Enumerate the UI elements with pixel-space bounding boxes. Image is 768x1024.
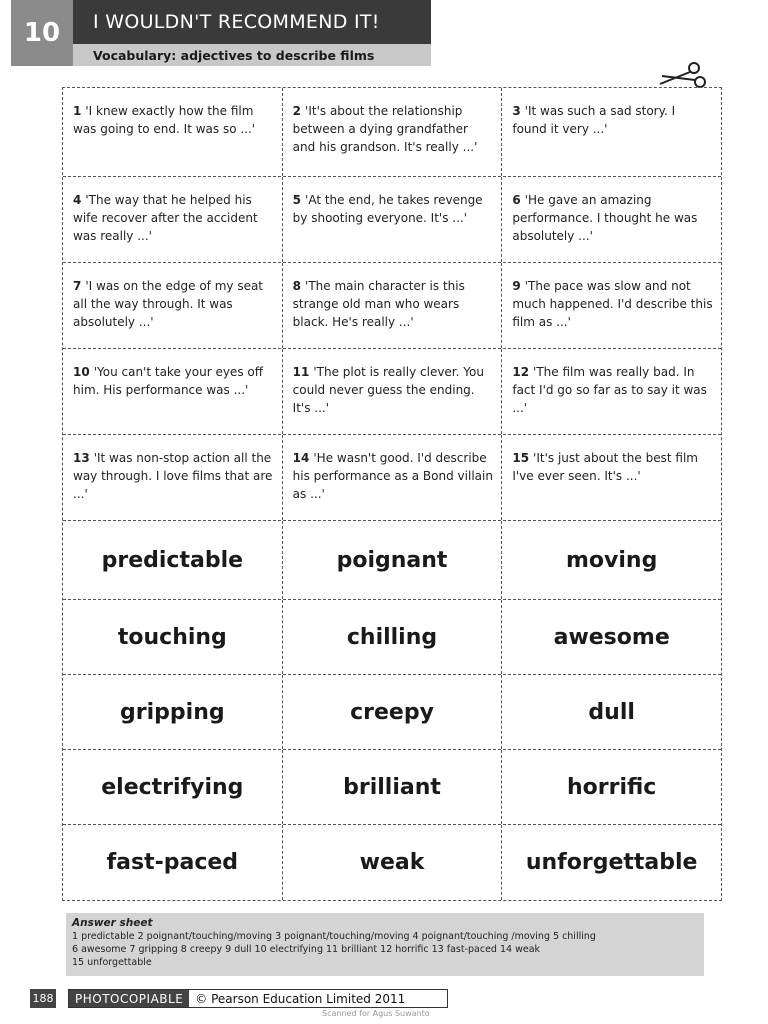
page-title: I WOULDN'T RECOMMEND IT! xyxy=(73,0,431,44)
word-card: weak xyxy=(283,825,503,900)
word-card: electrifying xyxy=(63,750,283,824)
quote-card-13: 13 'It was non-stop action all the way through. I love films that are ...' xyxy=(63,435,283,520)
quote-row xyxy=(63,263,721,349)
word-card: creepy xyxy=(283,675,503,749)
page-subtitle: Vocabulary: adjectives to describe films xyxy=(73,44,431,66)
word-card: fast-paced xyxy=(63,825,283,900)
word-row xyxy=(63,750,721,825)
quote-row xyxy=(63,88,721,177)
word-row xyxy=(63,825,721,900)
answer-line: 1 predictable 2 poignant/touching/moving 3 poignant/touching/moving 4 poignant/touching /moving 5 chilling xyxy=(72,931,596,942)
quote-card-6: 6 'He gave an amazing performance. I thought he was absolutely ...' xyxy=(512,193,698,243)
word-row xyxy=(63,521,721,600)
scanned-note: Scanned for Agus Suwanto xyxy=(322,1009,430,1018)
word-card: horrific xyxy=(566,774,657,800)
quote-card-9: 9 'The pace was slow and not much happened. I'd describe this film as ...' xyxy=(512,279,713,329)
quote-card-15: 15 'It's just about the best film I've ever seen. It's ...' xyxy=(512,451,698,483)
card-grid xyxy=(62,87,722,901)
photocopiable-label: PHOTOCOPIABLE xyxy=(69,990,189,1007)
word-card: poignant xyxy=(283,521,503,599)
quote-card-10: 10 'You can't take your eyes off him. His performance was ...' xyxy=(63,349,283,434)
page-number: 188 xyxy=(30,989,56,1008)
copyright-text: © Pearson Education Limited 2011 xyxy=(195,991,406,1006)
answer-line: 15 unforgettable xyxy=(72,957,152,968)
answer-sheet xyxy=(66,913,704,976)
quote-card-5: 5 'At the end, he takes revenge by shooting everyone. It's ...' xyxy=(283,177,503,262)
quote-card-7: 7 'I was on the edge of my seat all the way through. It was absolutely ...' xyxy=(63,263,283,348)
word-card: brilliant xyxy=(283,750,503,824)
word-card: dull xyxy=(588,699,635,725)
word-card: predictable xyxy=(63,521,283,599)
answer-line: 6 awesome 7 gripping 8 creepy 9 dull 10 electrifying 11 brilliant 12 horrific 13 fast-paced 14 weak xyxy=(72,944,541,955)
quote-row xyxy=(63,435,721,521)
quote-card-11: 11 'The plot is really clever. You could never guess the ending. It's ...' xyxy=(283,349,503,434)
word-card: gripping xyxy=(63,675,283,749)
quote-card-12: 12 'The film was really bad. In fact I'd go so far as to say it was ...' xyxy=(512,365,707,415)
word-card: awesome xyxy=(553,624,670,650)
quote-card-8: 8 'The main character is this strange old man who wears black. He's really ...' xyxy=(283,263,503,348)
quote-row xyxy=(63,177,721,263)
word-card: touching xyxy=(63,600,283,674)
unit-number: 10 xyxy=(11,0,73,66)
word-row xyxy=(63,600,721,675)
quote-card-2: 2 'It's about the relationship between a dying grandfather and his grandson. It's really ...' xyxy=(283,88,503,176)
word-card: moving xyxy=(566,547,658,573)
word-row xyxy=(63,675,721,750)
quote-card-14: 14 'He wasn't good. I'd describe his performance as a Bond villain as ...' xyxy=(283,435,503,520)
quote-card-4: 4 'The way that he helped his wife recover after the accident was really ...' xyxy=(63,177,283,262)
word-card: unforgettable xyxy=(525,850,698,875)
footer-bar xyxy=(68,989,448,1008)
quote-row xyxy=(63,349,721,435)
answer-sheet-heading: Answer sheet xyxy=(72,917,153,929)
word-card: chilling xyxy=(283,600,503,674)
quote-card-3: 3 'It was such a sad story. I found it very ...' xyxy=(512,104,676,136)
quote-card-1: 1 'I knew exactly how the film was going to end. It was so ...' xyxy=(63,88,283,176)
